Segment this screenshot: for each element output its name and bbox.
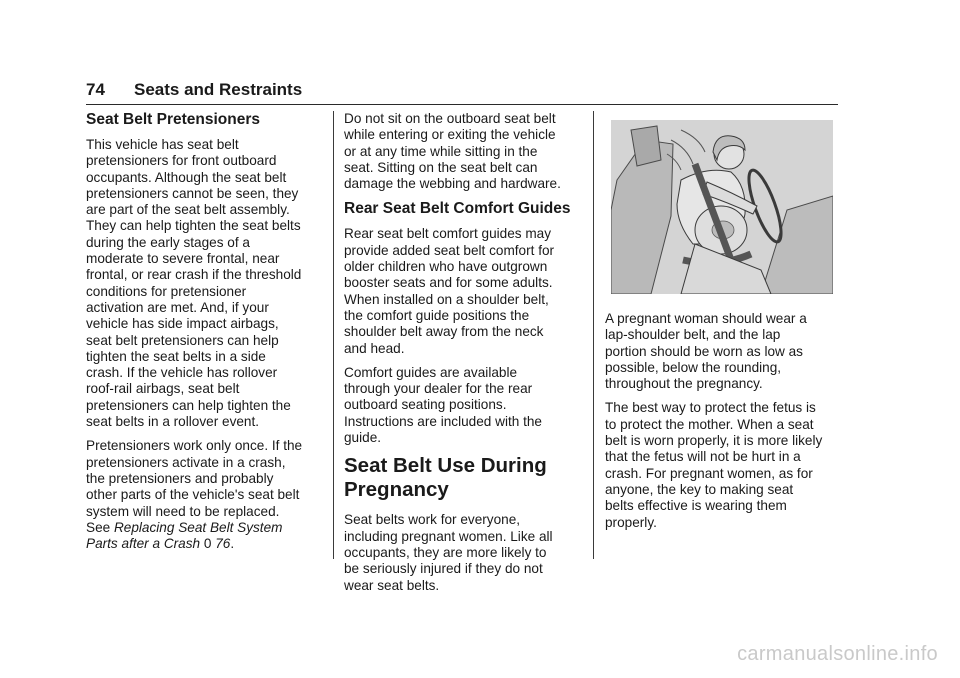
paragraph: A pregnant woman should wear a lap-shoulder belt, and the lap portion should be worn as low as possible, below the rounding, throughout the pregnancy.	[605, 311, 807, 392]
heading-seat-belt-use-during-pregnancy: Seat Belt Use During Pregnancy	[344, 454, 547, 502]
column-2	[344, 111, 584, 602]
watermark: carmanualsonline.info	[737, 643, 938, 665]
section-title: Seats and Restraints	[134, 80, 303, 99]
paragraph: The best way to protect the fetus is to protect the mother. When a seat belt is worn properly, it is more likely that the fetus will not be hurt in a crash. For pregnant women, as for anyone, the key to making seat belts effective is wearing them properly.	[605, 400, 823, 530]
column-1	[86, 111, 326, 560]
paragraph-end: .	[230, 536, 235, 552]
paragraph: Comfort guides are available through your dealer for the rear outboard seating positions. Instructions are included with the guide.	[344, 364, 542, 446]
page-number: 74	[86, 80, 105, 99]
column-divider	[333, 111, 334, 559]
paragraph-text: Pretensioners work only once. If the pretensioners activate in a crash, the pretensioners and probably other parts of the vehicle's seat belt system will need to be replaced. See	[86, 438, 303, 535]
column-divider	[593, 111, 594, 559]
cross-reference-link[interactable]: Replacing Seat Belt System Parts after a Crash	[86, 519, 283, 552]
heading-seat-belt-pretensioners: Seat Belt Pretensioners	[86, 111, 261, 128]
page-header	[86, 80, 838, 105]
paragraph: Seat belts work for everyone, including pregnant women. Like all occupants, they are more likely to be seriously injured if they do not wear seat belts.	[344, 512, 553, 593]
heading-rear-seat-belt-comfort-guides: Rear Seat Belt Comfort Guides	[344, 200, 571, 218]
page-ref-icon: 0	[203, 536, 212, 552]
pregnant-woman-seat-belt-illustration	[611, 120, 833, 294]
paragraph: This vehicle has seat belt pretensioners for front outboard occupants. Although the seat belt pretensioners cannot be seen, they are part of the seat belt assembly. They can help tighten the seat belts during the early stages of a moderate to severe frontal, near frontal, or rear crash if the threshold conditions for pretensioner activation are met. And, if your vehicle has side impact airbags, seat belt pretensioners can help tighten the seat belts in a side crash. If the vehicle has rollover roof-rail airbags, seat belt pretensioners can help tighten the seat belts in a rollover event.	[86, 137, 302, 430]
paragraph: Do not sit on the outboard seat belt while entering or exiting the vehicle or at any time while sitting in the seat. Sitting on the seat belt can damage the webbing and hardware.	[344, 111, 561, 192]
column-3-text	[605, 311, 843, 539]
paragraph: Rear seat belt comfort guides may provide added seat belt comfort for older children who have outgrown booster seats and for some adults. When installed on a shoulder belt, the comfort guide positions the shoulder belt away from the neck and head.	[344, 226, 555, 356]
paragraph-with-reference	[86, 438, 326, 552]
page-ref-number[interactable]: 76	[215, 536, 231, 552]
